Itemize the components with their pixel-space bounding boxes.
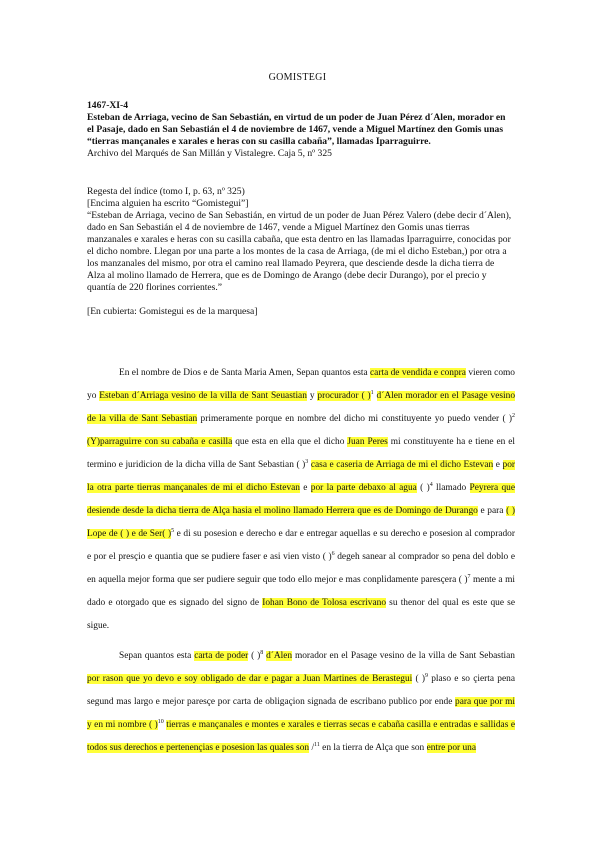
footnote-marker: 9: [424, 672, 428, 679]
text-run: e di su posesion e derecho e dar e entregar aquellas e su derecho e posesion al comprador e por el presçio e quantia que se pudiere faser e asi vien visto ( ): [87, 529, 515, 562]
footnote-marker: 11: [314, 741, 320, 748]
highlighted-text: d´Alen morador en el Pasage vesino de la villa de Sant Sebastian: [87, 391, 516, 424]
text-run: e para: [477, 506, 507, 516]
regesta-note: [Encima alguien ha escrito “Gomistegui”]: [87, 198, 249, 209]
text-run: En el nombre de Dios e de Santa Maria Amen, Sepan quantos esta: [119, 368, 371, 378]
highlighted-text: d´Alen: [266, 651, 293, 661]
highlighted-text: casa e caseria de Arriaga de mi el dicho Estevan: [310, 460, 494, 470]
text-run: y: [306, 391, 318, 401]
highlighted-text: carta de poder: [194, 651, 249, 661]
footnote-marker: 3: [305, 458, 309, 465]
paragraph-text: [87, 645, 515, 760]
text-run: en la tierra de Alça que son: [319, 743, 427, 753]
archive-reference: Archivo del Marqués de San Millán y Vistalegre. Caja 5, nº 325: [87, 148, 332, 159]
highlighted-text: Esteban d´Arriaga vesino de la villa de Sant Seuastian: [99, 391, 307, 401]
document-summary: Esteban de Arriaga, vecino de San Sebastián, en virtud de un poder de Juan Pérez d´Alen, morador en el Pasaje, dado en San Sebastián el 4 de noviembre de 1467, vende a Miguel Martínez den Gomis unas “tierras mançanales e xarales e heras con su casilla cabaña”, llamadas Iparraguirre.: [87, 112, 506, 147]
highlighted-text: por rason que yo devo e soy obligado de dar e pagar a Juan Martines de Berastegui: [87, 674, 413, 684]
text-run: mi constituyente ha e tiene en el termino e juridicion de la dicha villa de Sant Sebastian ( ): [87, 437, 515, 470]
text-run: que esta en ella que el dicho: [232, 437, 348, 447]
transcription-paragraph-2: [87, 645, 515, 760]
text-run: ( ): [248, 651, 261, 661]
highlighted-text: carta de vendida e conpra: [370, 368, 466, 378]
document-title: GOMISTEGI: [268, 72, 327, 83]
highlighted-text: Juan Peres: [347, 437, 388, 447]
text-run: e: [493, 460, 503, 470]
highlighted-text: entre por una: [426, 743, 477, 753]
text-run: /: [309, 743, 315, 753]
footnote-marker: 4: [429, 481, 433, 488]
highlighted-text: para que por mi y en mi nombre ( ): [87, 697, 515, 730]
footnote-marker: 7: [467, 573, 471, 580]
regesta-text: “Esteban de Arriaga, vecino de San Sebastián, en virtud de un poder de Juan Pérez Valero (debe decir d´Alen), dado en San Sebastián el 4 de noviembre de 1467, vende a Miguel Martínez den Gomis unas tierras manzanales e xarales e heras con su casilla cabaña, que esta dentro en las llamadas Iparraguirre, conocidas por el dicho nombre. Llegan por una parte a los montes de la casa de Arriaga, (de mi el dicho Esteban,) por otra a los manzanales del mismo, por otra el camino real llamado Peyrera, que desciende desde la dicha tierra de Alza al molino llamado de Herrera, que es de Domingo de Arango (debe decir Durango), por el precio y quantía de 220 florines corrientes.”: [87, 210, 512, 293]
transcription-paragraph-1: [87, 362, 515, 638]
regesta-section: [87, 186, 513, 318]
text-run: llamado: [432, 483, 470, 493]
footnote-marker: 8: [260, 649, 264, 656]
regesta-heading: Regesta del índice (tomo I, p. 63, nº 325): [87, 186, 245, 197]
footnote-marker: 1: [370, 389, 374, 396]
document-date: 1467-XI-4: [87, 100, 129, 111]
highlighted-text: ( ) Lope de ( ) e de Ser( ): [87, 506, 515, 539]
footnote-marker: 2: [512, 412, 515, 419]
highlighted-text: por la otra parte tierras mançanales de mi el dicho Estevan: [87, 460, 516, 493]
highlighted-text: Iohan Bono de Tolosa escrivano: [262, 598, 387, 608]
text-run: Sepan quantos esta: [119, 651, 195, 661]
highlighted-text: Peyrera que desiende desde la dicha tierra de Alça hasia el molino llamado Herrera que es de Domingo de Durango: [87, 483, 515, 516]
highlighted-text: (Y)parraguirre con su cabaña e casilla: [87, 437, 233, 447]
highlighted-text: tierras e mançanales e montes e xarales e tierras secas e cabaña casilla e entradas e sallidas e todos sus derechos e pertenençias e posesion las quales son: [87, 720, 515, 753]
text-run: mente a mi dado e otorgado que es signado del signo de: [87, 575, 515, 608]
text-run: ( ): [412, 674, 425, 684]
text-run: primeramente porque en nombre del dicho mi constituyente yo puedo vender ( ): [197, 414, 512, 424]
footnote-marker: 5: [171, 527, 175, 534]
text-run: degeh sanear al comprador so pena del doblo e en aquella mejor forma que ser pudiere seguir que todo ello mejor e mas conplidamente paresçera ( ): [87, 552, 516, 585]
text-run: ( ): [416, 483, 430, 493]
footnote-marker: 10: [157, 718, 164, 725]
text-run: su thenor del qual es este que se sigue.: [87, 598, 515, 631]
highlighted-text: por la parte debaxo al agua: [310, 483, 417, 493]
document-header: [87, 100, 513, 160]
text-run: morador en el Pasage vesino de la villa de Sant Sebastian: [292, 651, 515, 661]
paragraph-text: [87, 362, 515, 638]
highlighted-text: procurador ( ): [317, 391, 371, 401]
cover-note: [En cubierta: Gomistegui es de la marquesa]: [87, 306, 258, 317]
text-run: plaso e so çierta pena segund mas largo e mejor paresçe por carta de obligaçion signada de escribano publico por ende: [87, 674, 515, 707]
text-run: vieren como yo: [87, 368, 515, 401]
footnote-marker: 6: [331, 550, 335, 557]
text-run: e: [300, 483, 311, 493]
